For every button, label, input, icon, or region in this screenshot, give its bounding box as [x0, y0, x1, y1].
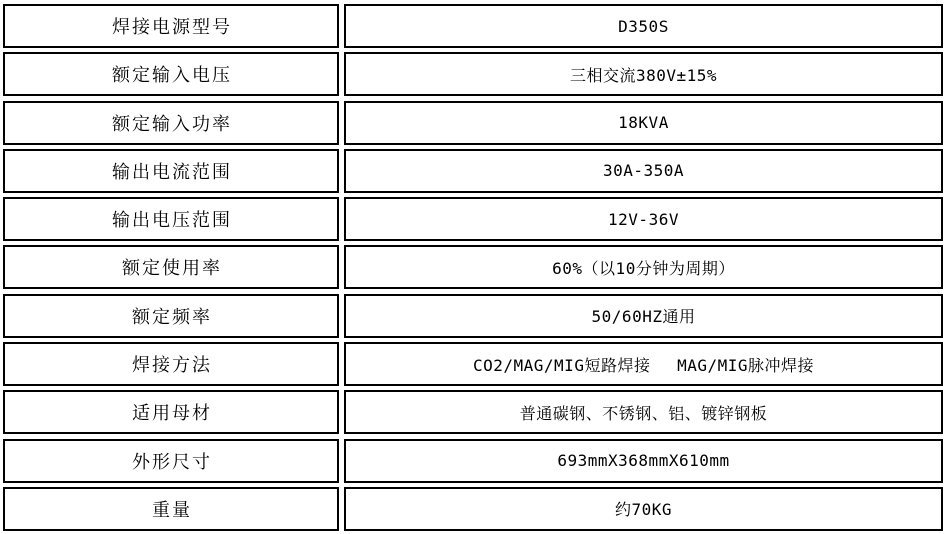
spec-label: 额定输入功率 [3, 101, 339, 145]
table-row [3, 487, 943, 531]
spec-value: D350S [344, 4, 943, 48]
spec-value: 约70KG [344, 487, 943, 531]
spec-label: 额定输入电压 [3, 52, 339, 96]
table-row [3, 52, 943, 96]
spec-value: 12V-36V [344, 197, 943, 241]
table-row [3, 4, 943, 48]
spec-label: 额定使用率 [3, 245, 339, 289]
spec-label: 输出电压范围 [3, 197, 339, 241]
table-row [3, 439, 943, 483]
spec-value: CO2/MAG/MIG短路焊接 MAG/MIG脉冲焊接 [344, 342, 943, 386]
spec-value: 60%（以10分钟为周期） [344, 245, 943, 289]
table-row [3, 342, 943, 386]
spec-value: 普通碳钢、不锈钢、铝、镀锌钢板 [344, 390, 943, 434]
spec-label: 适用母材 [3, 390, 339, 434]
spec-value: 50/60HZ通用 [344, 294, 943, 338]
table-row [3, 197, 943, 241]
spec-label: 额定频率 [3, 294, 339, 338]
spec-label: 焊接电源型号 [3, 4, 339, 48]
spec-value: 18KVA [344, 101, 943, 145]
spec-label: 焊接方法 [3, 342, 339, 386]
spec-value: 三相交流380V±15% [344, 52, 943, 96]
table-row [3, 245, 943, 289]
spec-label: 重量 [3, 487, 339, 531]
spec-value: 30A-350A [344, 149, 943, 193]
spec-label: 输出电流范围 [3, 149, 339, 193]
spec-label: 外形尺寸 [3, 439, 339, 483]
table-row [3, 149, 943, 193]
table-row [3, 294, 943, 338]
spec-value: 693mmX368mmX610mm [344, 439, 943, 483]
table-row [3, 390, 943, 434]
table-row [3, 101, 943, 145]
